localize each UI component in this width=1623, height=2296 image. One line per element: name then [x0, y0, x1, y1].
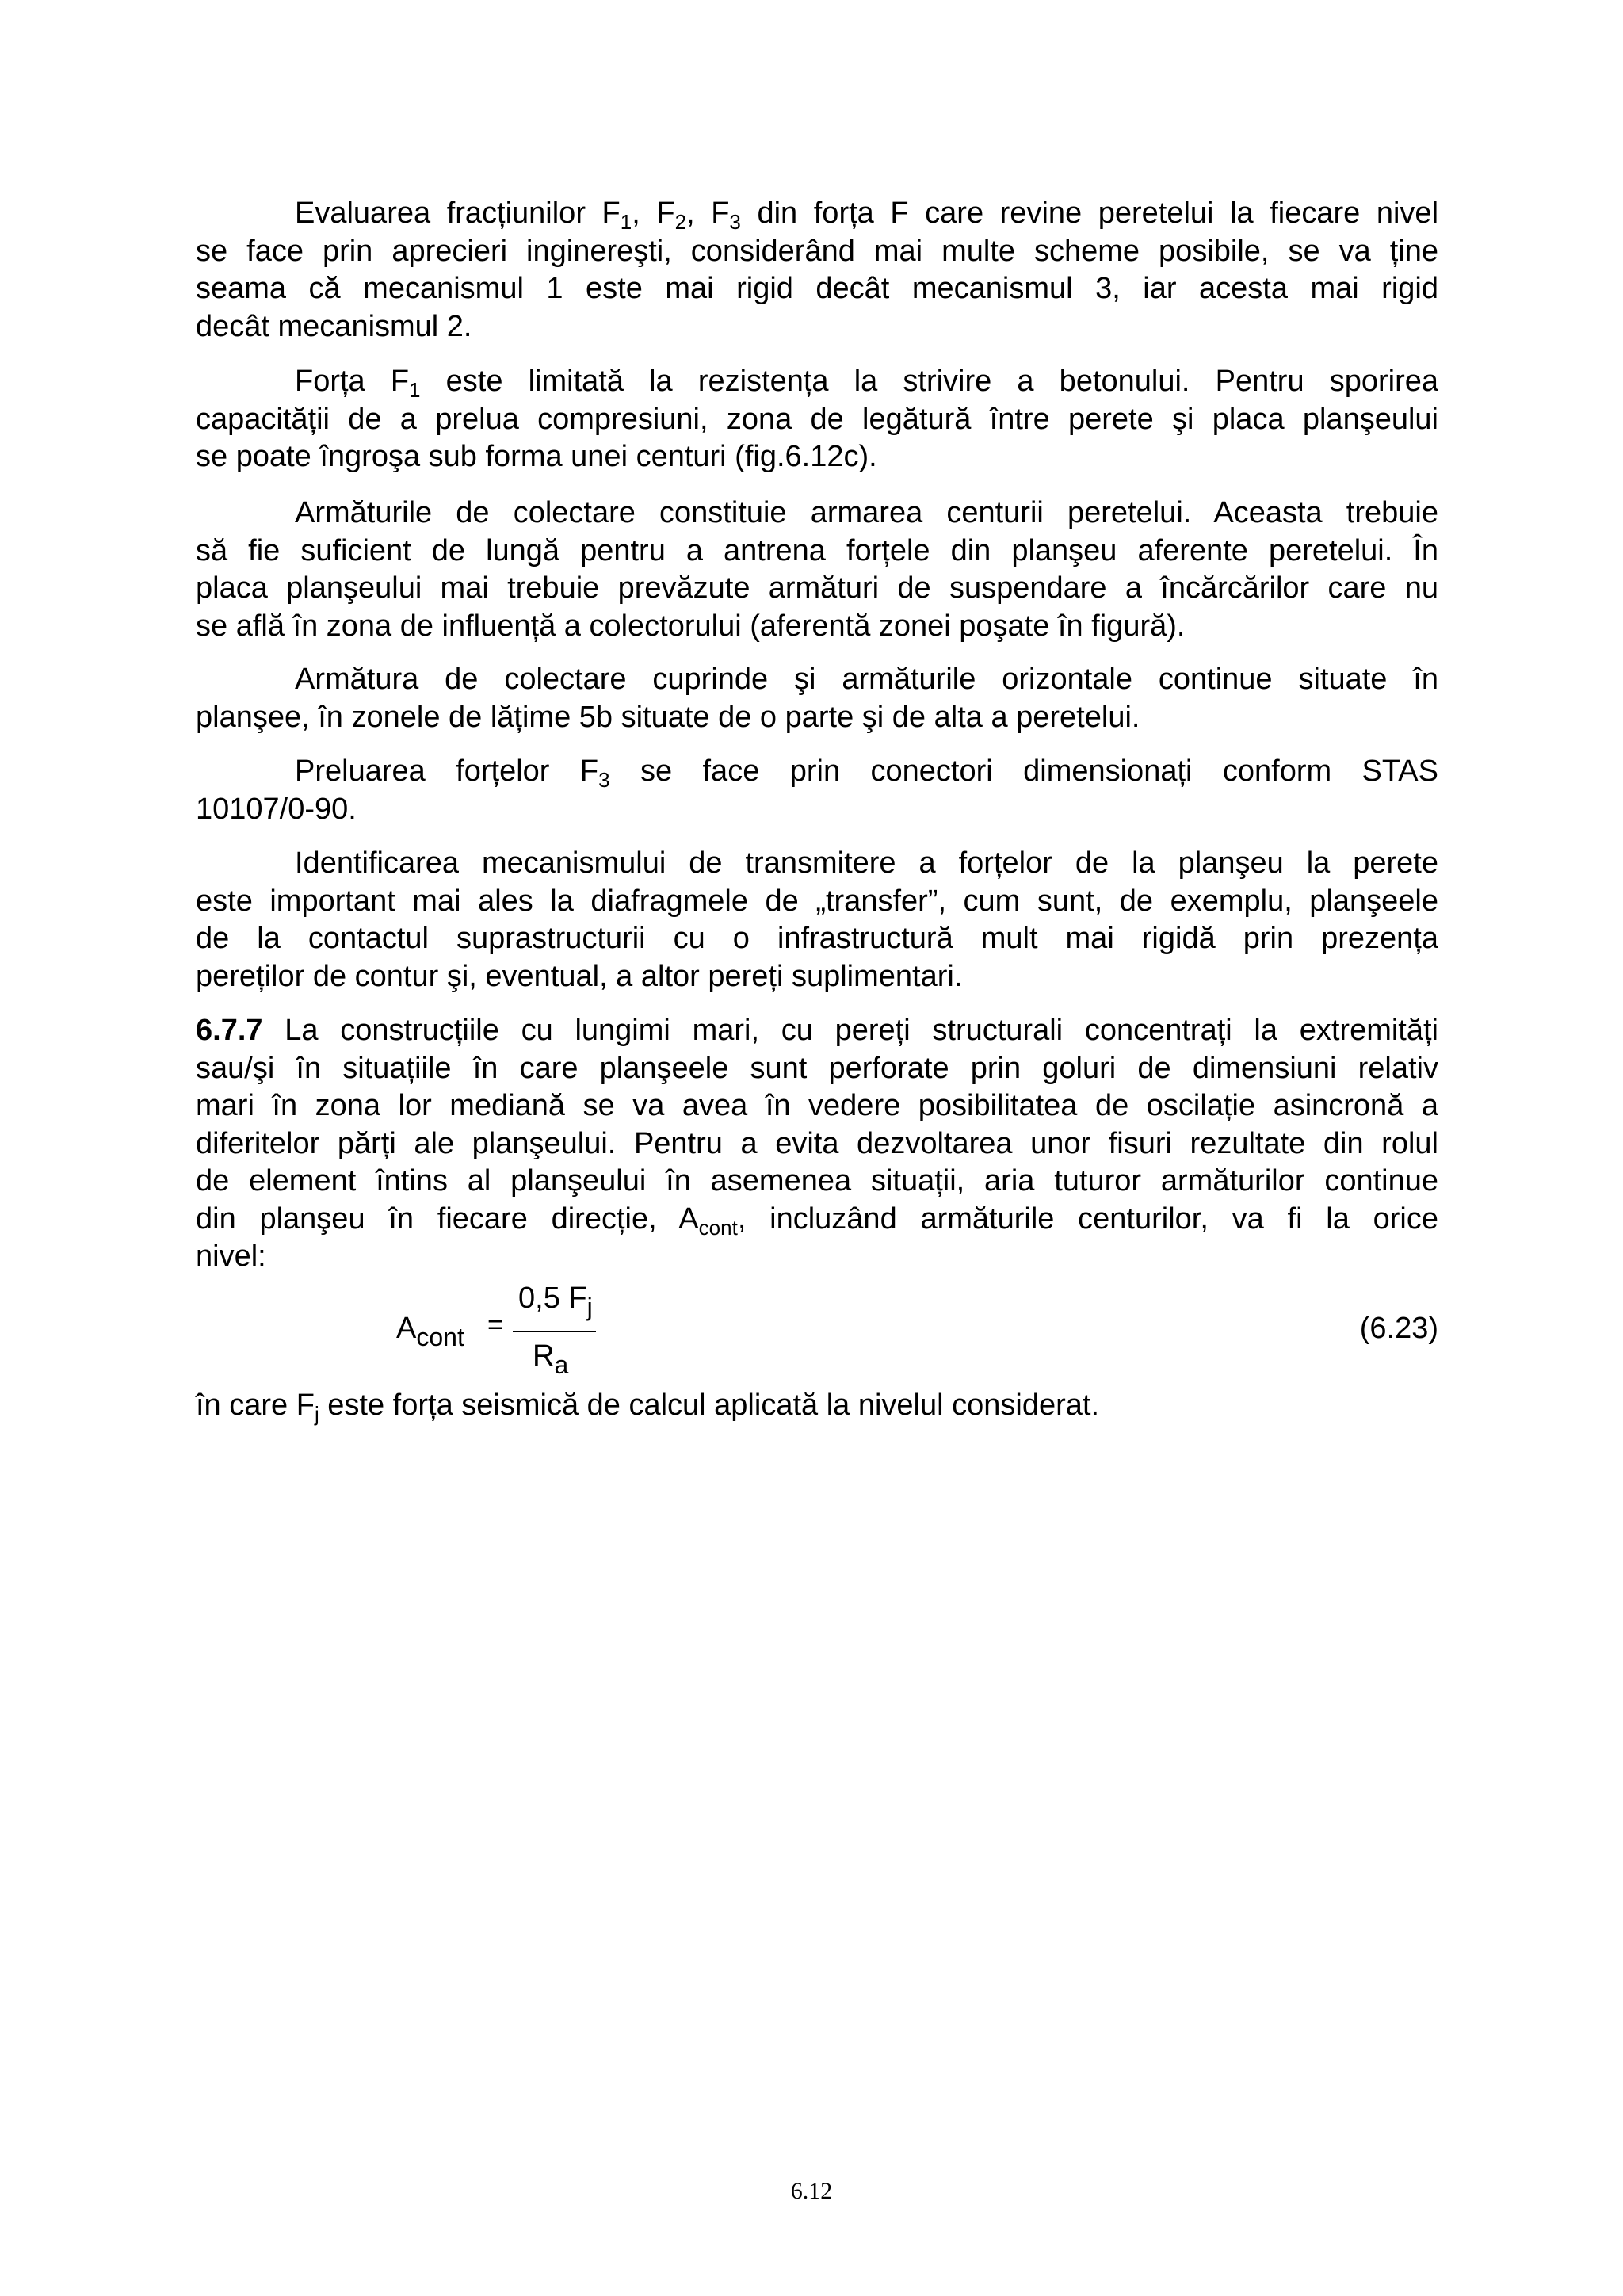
text-run: se face prin conectori dimensionați conform STAS [609, 755, 1438, 788]
paragraph-8-line-1 [196, 1387, 1438, 1425]
equation-number: (6.23) [1359, 1312, 1438, 1345]
text-run: Evaluarea fracțiunilor F [295, 197, 621, 230]
paragraph-2-line-2: capacității de a prelua compresiuni, zona de legătură între perete şi placa planşeului [196, 402, 1438, 436]
fraction-bar [513, 1331, 596, 1332]
paragraph-1-line-4: decât mecanismul 2. [196, 309, 472, 343]
subscript: 1 [409, 378, 421, 402]
paragraph-7 [196, 1012, 1438, 1276]
text-run: , F [632, 197, 675, 230]
formula-lhs [396, 1312, 464, 1352]
section-number: 6.7.7 [196, 1014, 263, 1047]
formula-symbol: 0,5 F [518, 1282, 587, 1315]
paragraph-1-line-2: se face prin aprecieri inginereşti, considerând mai multe scheme posibile, se va ține [196, 234, 1438, 268]
paragraph-7-line-3: mari în zona lor mediană se va avea în vedere posibilitatea de oscilație asincronă a [196, 1089, 1438, 1122]
text-run: în care F [196, 1389, 315, 1422]
subscript: 2 [674, 210, 687, 234]
paragraph-4-line-1: Armătura de colectare cuprinde şi armăturile orizontale continue situate în [295, 663, 1438, 696]
paragraph-7-line-2: sau/şi în situațiile în care planşeele sunt perforate prin goluri de dimensiuni relativ [196, 1051, 1438, 1085]
paragraph-6-line-3: de la contactul suprastructurii cu o infrastructură mult mai rigidă prin prezența [196, 922, 1438, 955]
paragraph-3-line-3: placa planşeului mai trebuie prevăzute armături de suspendare a încărcărilor care nu [196, 571, 1438, 605]
formula-subscript: a [554, 1350, 569, 1379]
paragraph-6-line-4: pereților de contur şi, eventual, a altor pereți suplimentari. [196, 959, 963, 993]
text-run: Forța F [295, 365, 410, 398]
paragraph-3-line-4: se află în zona de influență a colectorului (aferentă zonei poşate în figură). [196, 609, 1186, 643]
paragraph-3 [196, 495, 1438, 645]
paragraph-2 [196, 363, 1438, 476]
paragraph-8 [196, 1387, 1438, 1425]
paragraph-4 [196, 661, 1438, 736]
formula-subscript: cont [416, 1323, 464, 1351]
text-run: din forța F care revine peretelui la fiecare nivel [740, 197, 1439, 230]
subscript: 3 [729, 210, 741, 234]
subscript: j [314, 1402, 319, 1426]
paragraph-1-line-1 [196, 195, 1438, 233]
paragraph-5-line-2: 10107/0-90. [196, 792, 357, 826]
formula-symbol: A [396, 1312, 417, 1345]
paragraph-2-line-3: se poate îngroşa sub forma unei centuri (fig.6.12c). [196, 440, 877, 473]
paragraph-3-line-1: Armăturile de colectare constituie armarea centurii peretelui. Aceasta trebuie [295, 496, 1438, 529]
paragraph-7-line-6 [196, 1201, 1438, 1239]
formula-equals: = [487, 1310, 503, 1340]
paragraph-1-line-3: seama că mecanismul 1 este mai rigid decât mecanismul 3, iar acesta mai rigid [196, 272, 1438, 305]
paragraph-6 [196, 845, 1438, 995]
formula-denominator [533, 1339, 568, 1380]
paragraph-6-line-2: este important mai ales la diafragmele de „transfer”, cum sunt, de exemplu, planşeele [196, 884, 1438, 918]
text-run: din planşeu în fiecare direcție, A [196, 1201, 699, 1236]
subscript: cont [698, 1215, 738, 1240]
text-run: este limitată la rezistența la strivire a betonului. Pentru sporirea [420, 365, 1438, 398]
text-run: , incluzând armăturile centurilor, va fi la orice [737, 1201, 1438, 1236]
formula-subscript: j [586, 1293, 593, 1321]
text-run: , F [686, 197, 730, 230]
formula-symbol: R [533, 1339, 555, 1373]
formula-numerator [518, 1282, 593, 1322]
paragraph-7-line-7: nivel: [196, 1240, 266, 1273]
paragraph-7-line-4: diferitelor părți ale planşeului. Pentru a evita dezvoltarea unor fisuri rezultate din rolul [196, 1126, 1438, 1160]
paragraph-7-line-5: de element întins al planşeului în asemenea situații, aria tuturor armăturilor continue [196, 1164, 1438, 1198]
paragraph-1 [196, 195, 1438, 346]
text-run: este forța seismică de calcul aplicată la nivelul considerat. [319, 1389, 1100, 1422]
text-run: La construcțiile cu lungimi mari, cu pereți structurali concentrați la extremități [262, 1014, 1438, 1047]
paragraph-6-line-1: Identificarea mecanismului de transmitere a forțelor de la planşeu la perete [295, 846, 1438, 880]
paragraph-4-line-2: planşee, în zonele de lățime 5b situate de o parte şi de alta a peretelui. [196, 700, 1140, 734]
text-run: Preluarea forțelor F [295, 755, 599, 788]
paragraph-5 [196, 753, 1438, 828]
page-number: 6.12 [790, 2178, 833, 2204]
formula-6-23 [196, 1282, 1438, 1385]
paragraph-2-line-1 [196, 363, 1438, 401]
paragraph-7-line-1 [196, 1012, 1438, 1050]
paragraph-3-line-2: să fie suficient de lungă pentru a antrena forțele din planşeu aferente peretelui. În [196, 533, 1438, 567]
paragraph-5-line-1 [196, 753, 1438, 791]
subscript: 3 [598, 768, 610, 792]
subscript: 1 [620, 210, 632, 234]
